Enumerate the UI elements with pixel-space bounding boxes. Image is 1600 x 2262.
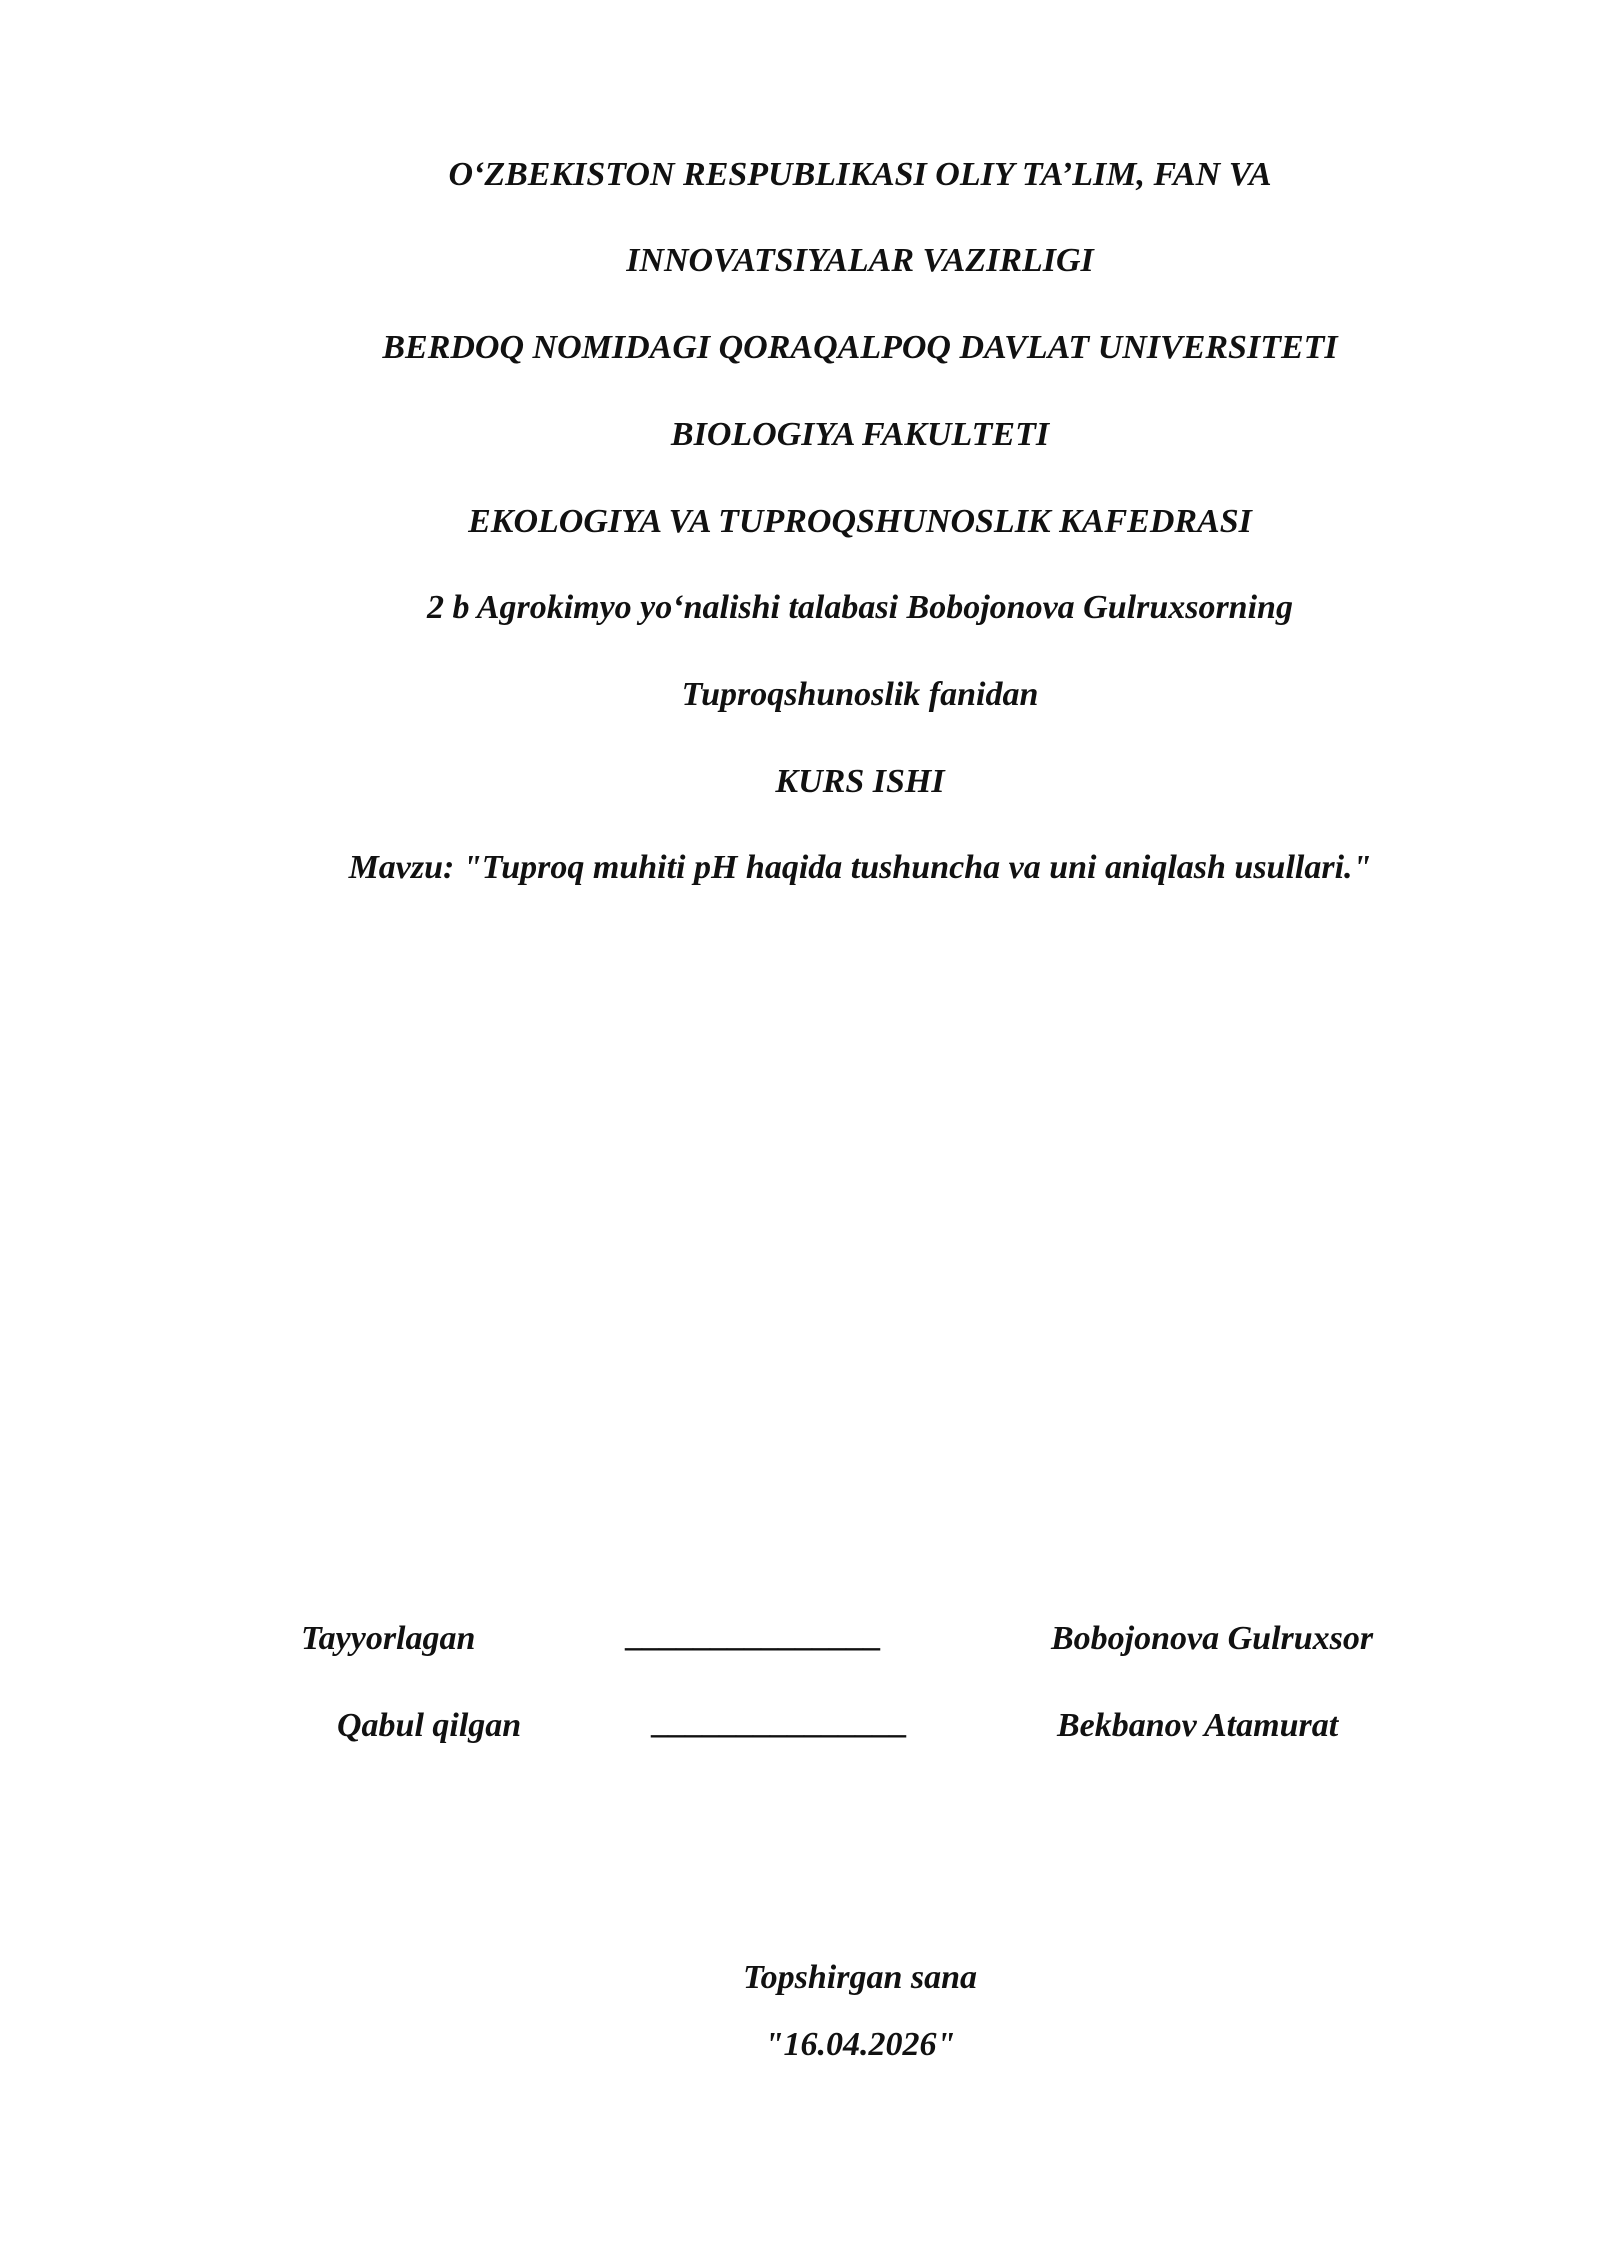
- faculty-name: BIOLOGIYA FAKULTETI: [670, 416, 1050, 453]
- university-name: BERDOQ NOMIDAGI QORAQALPOQ DAVLAT UNIVERSITETI: [382, 329, 1338, 366]
- prepared-label: Tayyorlagan: [301, 1620, 476, 1657]
- accepted-name: Bekbanov Atamurat: [1057, 1707, 1339, 1744]
- work-type: KURS ISHI: [775, 763, 945, 800]
- subject-line: Tuproqshunoslik fanidan: [681, 676, 1039, 713]
- department-name: EKOLOGIYA VA TUPROQSHUNOSLIK KAFEDRASI: [468, 503, 1252, 540]
- topic-line: Mavzu: "Tuproq muhiti pH haqida tushuncha va uni aniqlash usullari.": [348, 849, 1372, 886]
- ministry-title-line2: INNOVATSIYALAR VAZIRLIGI: [626, 242, 1094, 279]
- submission-date-label: Topshirgan sana: [742, 1959, 977, 1996]
- ministry-title-line1: O‘ZBEKISTON RESPUBLIKASI OLIY TA’LIM, FAN VA: [448, 156, 1272, 193]
- prepared-name: Bobojonova Gulruxsor: [1051, 1620, 1374, 1657]
- prepared-signature-line: _______________: [625, 1617, 880, 1654]
- accepted-label: Qabul qilgan: [337, 1707, 522, 1744]
- student-line: 2 b Agrokimyo yo‘nalishi talabasi Bobojonova Gulruxsorning: [427, 589, 1293, 626]
- accepted-signature-line: _______________: [651, 1704, 906, 1741]
- submission-date-value: "16.04.2026": [764, 2026, 956, 2063]
